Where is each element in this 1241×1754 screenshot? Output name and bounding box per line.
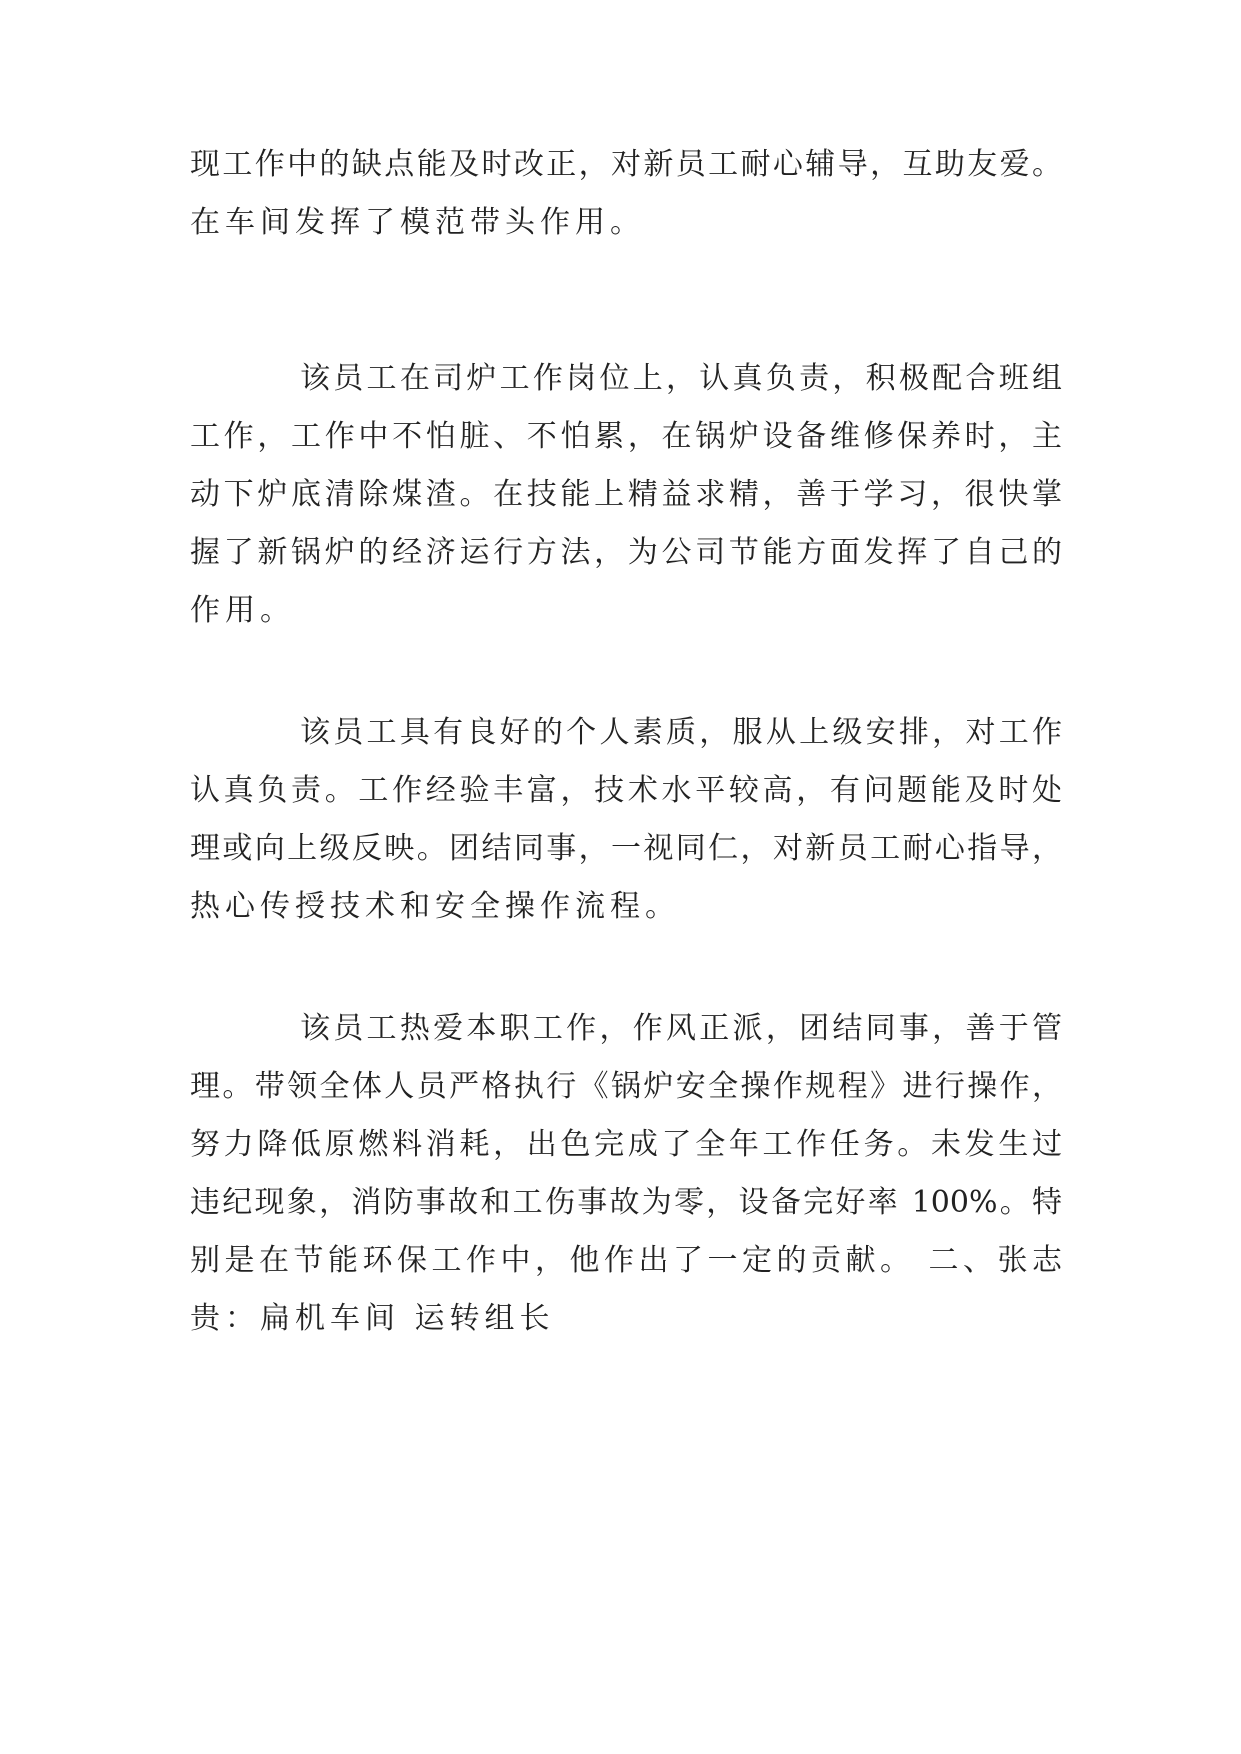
text-line: 理或向上级反映。团结同事，一视同仁，对新员工耐心指导， [190,831,1062,866]
text-line: 别是在节能环保工作中，他作出了一定的贡献。 二、张志 [190,1243,1062,1278]
text-line: 热心传授技术和安全操作流程。 [190,889,680,924]
text-line: 该员工具有良好的个人素质，服从上级安排，对工作 [300,715,1062,750]
text-line: 努力降低原燃料消耗，出色完成了全年工作任务。未发生过 [190,1127,1062,1162]
paragraph-2 [190,350,1062,640]
paragraph-3 [190,704,1062,936]
text-line: 在车间发挥了模范带头作用。 [190,205,645,240]
text-line: 握了新锅炉的经济运行方法，为公司节能方面发挥了自己的 [190,535,1062,570]
text-line: 作用。 [190,593,295,628]
text-line: 理。带领全体人员严格执行《锅炉安全操作规程》进行操作， [190,1069,1062,1104]
text-line: 工作，工作中不怕脏、不怕累，在锅炉设备维修保养时，主 [190,419,1062,454]
text-line: 贵：扁机车间 运转组长 [190,1301,555,1336]
paragraph-4 [190,1000,1062,1348]
text-line: 该员工热爱本职工作，作风正派，团结同事，善于管 [300,1011,1062,1046]
text-line: 现工作中的缺点能及时改正，对新员工耐心辅导，互助友爱。 [190,147,1062,182]
text-line: 该员工在司炉工作岗位上，认真负责，积极配合班组 [300,361,1062,396]
text-line: 认真负责。工作经验丰富，技术水平较高，有问题能及时处 [190,773,1062,808]
paragraph-1 [190,136,1062,252]
text-line: 动下炉底清除煤渣。在技能上精益求精，善于学习，很快掌 [190,477,1062,512]
text-line: 违纪现象，消防事故和工伤事故为零，设备完好率 100%。特 [190,1185,1062,1220]
